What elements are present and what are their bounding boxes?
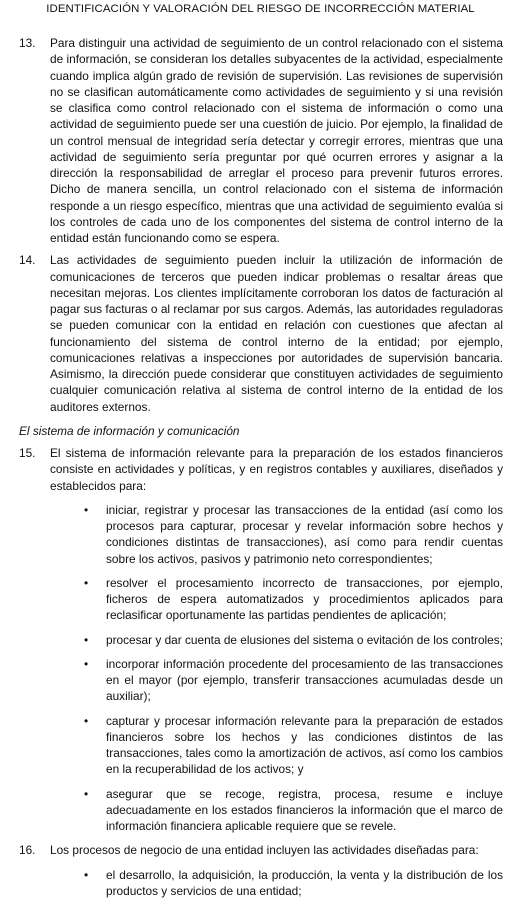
bullet-icon: • xyxy=(84,632,89,647)
section-heading: El sistema de información y comunicación xyxy=(19,423,240,438)
paragraph-text: Los procesos de negocio de una entidad incluyen las actividades diseñadas para: xyxy=(50,843,479,858)
document-body xyxy=(19,35,503,907)
paragraph-number: 13. xyxy=(19,36,36,50)
paragraph-number: 15. xyxy=(19,446,36,460)
bullet-icon: • xyxy=(84,656,89,671)
list-item-text: resolver el procesamiento incorrecto de transacciones, por ejemplo, ficheros de espera automatizados y procedimientos aplicados para reclasificar oportunamente las partidas pendientes de aplicación; xyxy=(106,575,503,623)
list-item-text: procesar y dar cuenta de elusiones del sistema o evitación de los controles; xyxy=(106,632,503,647)
paragraph-16 xyxy=(19,842,503,899)
list-item xyxy=(50,713,503,778)
bullet-list xyxy=(50,502,503,835)
list-item-text: asegurar que se recoge, registra, procesa, resume e incluye adecuadamente en los estados financieros la información que el marco de información financiera aplicable requiere que se revele. xyxy=(106,786,503,833)
bullet-icon: • xyxy=(84,786,89,801)
paragraph-14 xyxy=(19,252,503,415)
paragraph-13 xyxy=(19,35,503,246)
paragraph-text: Las actividades de seguimiento pueden incluir la utilización de información de comunicaciones de terceros que pueden indicar problemas o resaltar áreas que necesitan mejoras. Los clientes implícitamente corroboran los datos de facturación al pagar sus facturas o al reclamar por sus cargos. Además, las autoridades reguladoras se pueden comunicar con la entidad en relación con cuestiones que afectan al funcionamiento del sistema de control interno de la entidad; por ejemplo, comunicaciones relativas a inspecciones por autoridades de supervisión bancaria. Asimismo, la dirección puede considerar que constituyen actividades de seguimiento cualquier comunicación relativa al sistema de control interno de la entidad de los auditores externos. xyxy=(50,253,503,414)
list-item xyxy=(50,632,503,648)
list-item xyxy=(50,786,503,835)
paragraph-number: 14. xyxy=(19,253,36,268)
list-item-text: el desarrollo, la adquisición, la producción, la venta y la distribución de los productos y servicios de una entidad; xyxy=(106,867,503,898)
paragraph-number: 16. xyxy=(19,843,36,858)
paragraph-text: El sistema de información relevante para la preparación de los estados financieros consiste en actividades y políticas, y en registros contables y auxiliares, diseñados y establecidos para: xyxy=(50,446,503,493)
list-item xyxy=(50,575,503,624)
list-item xyxy=(50,502,503,567)
bullet-icon: • xyxy=(84,713,89,728)
list-item xyxy=(50,867,503,900)
bullet-icon: • xyxy=(84,867,89,882)
list-item-text: incorporar información procedente del procesamiento de las transacciones en el mayor (por ejemplo, transferir transacciones acumuladas desde un auxiliar); xyxy=(106,656,503,704)
page-header: IDENTIFICACIÓN Y VALORACIÓN DEL RIESGO DE INCORRECCIÓN MATERIAL xyxy=(46,3,475,15)
bullet-list xyxy=(50,867,503,900)
list-item xyxy=(50,656,503,705)
bullet-icon: • xyxy=(84,502,89,517)
bullet-icon: • xyxy=(84,575,89,590)
list-item-text: capturar y procesar información relevante para la preparación de estados financieros sobre los hechos y las condiciones distintos de las transacciones, tales como la amortización de activos, así como los cambios en la recuperabilidad de los activos; y xyxy=(106,713,503,777)
list-item-text: iniciar, registrar y procesar las transacciones de la entidad (así como los procesos para capturar, procesar y revelar información sobre hechos y condiciones distintas de transacciones), así como para rendir cuentas sobre los activos, pasivos y patrimonio neto correspondientes; xyxy=(106,502,503,566)
paragraph-15 xyxy=(19,445,503,834)
paragraph-text: Para distinguir una actividad de seguimiento de un control relacionado con el sistema de información, se consideran los detalles subyacentes de la actividad, especialmente cuando implica algún grado de revisión de supervisión. Las revisiones de supervisión no se clasifican automáticamente como actividades de seguimiento y si una revisión se clasifica como control relacionado con el sistema de información o como una actividad de seguimiento puede ser una cuestión de juicio. Por ejemplo, la finalidad de un control mensual de integridad sería detectar y corregir errores, mientras que una actividad de seguimiento sería preguntar por qué ocurren errores y asignar a la dirección la responsabilidad de arreglar el proceso para prevenir futuros errores. Dicho de manera sencilla, un control relacionado con el sistema de información responde a un riesgo específico, mientras que una actividad de seguimiento evalúa si los controles de cada uno de los componentes del sistema de control interno de la entidad están funcionando como se espera. xyxy=(50,36,503,245)
